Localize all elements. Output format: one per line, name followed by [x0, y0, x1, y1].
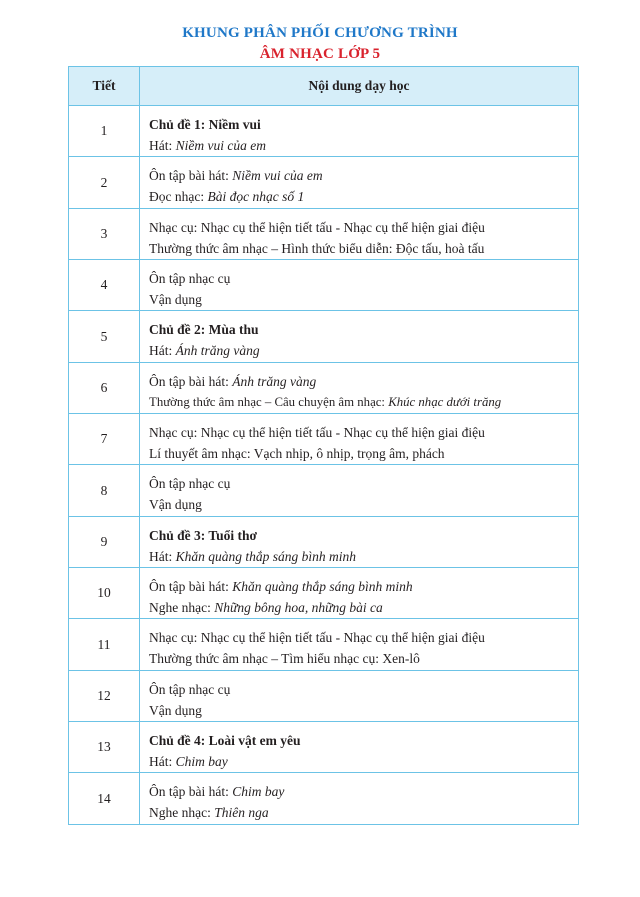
content-line: Đọc nhạc: Bài đọc nhạc số 1 — [149, 189, 305, 205]
content-line: Nhạc cụ: Nhạc cụ thể hiện tiết tấu - Nhạc cụ thể hiện giai điệu — [149, 425, 485, 441]
content-line: Hát: Ánh trăng vàng — [149, 343, 260, 359]
song-title: Khăn quàng thắp sáng bình minh — [232, 579, 413, 595]
content-line: Ôn tập nhạc cụ — [149, 476, 231, 492]
lesson-number: 6 — [69, 362, 140, 413]
lesson-content — [140, 106, 579, 157]
content-line: Nhạc cụ: Nhạc cụ thể hiện tiết tấu - Nhạc cụ thể hiện giai điệu — [149, 219, 485, 235]
content-line: Thường thức âm nhạc – Câu chuyện âm nhạc: Khúc nhạc dưới trăng — [149, 394, 502, 409]
lesson-content — [140, 516, 579, 567]
content-line: Thường thức âm nhạc – Tìm hiểu nhạc cụ: Xen-lô — [149, 651, 420, 667]
table-row — [69, 106, 579, 157]
song-title: Ánh trăng vàng — [175, 343, 260, 359]
lesson-number: 5 — [69, 311, 140, 362]
lesson-content — [140, 465, 579, 516]
song-title: Niềm vui của em — [232, 168, 323, 184]
lesson-content — [140, 568, 579, 619]
story-title: Khúc nhạc dưới trăng — [388, 394, 502, 409]
content-line: Hát: Niềm vui của em — [149, 138, 266, 153]
lesson-number: 4 — [69, 260, 140, 311]
content-line: Nhạc cụ: Nhạc cụ thể hiện tiết tấu - Nhạc cụ thể hiện giai điệu — [149, 630, 485, 646]
content-line: Nghe nhạc: Những bông hoa, những bài ca — [149, 600, 383, 616]
lesson-content — [140, 722, 579, 773]
song-title: Niềm vui của em — [175, 138, 266, 153]
table-row — [69, 773, 579, 824]
topic-title: Chủ đề 2: Mùa thu — [149, 322, 259, 338]
table-row — [69, 157, 579, 208]
topic-title: Chủ đề 3: Tuổi thơ — [149, 527, 258, 543]
table-row — [69, 619, 579, 670]
lesson-content — [140, 773, 579, 824]
lesson-number: 7 — [69, 414, 140, 465]
content-line: Ôn tập bài hát: Chim bay — [149, 784, 285, 800]
lesson-number: 14 — [69, 773, 140, 824]
content-line: Ôn tập bài hát: Niềm vui của em — [149, 168, 323, 184]
lesson-content — [140, 208, 579, 259]
lesson-number: 10 — [69, 568, 140, 619]
content-line: Vận dụng — [149, 702, 202, 718]
table-row — [69, 670, 579, 721]
lesson-number: 3 — [69, 208, 140, 259]
content-line: Ôn tập bài hát: Khăn quàng thắp sáng bình minh — [149, 579, 413, 595]
lesson-content — [140, 157, 579, 208]
lesson-number: 11 — [69, 619, 140, 670]
table-row — [69, 516, 579, 567]
listening-title: Thiên nga — [214, 805, 269, 821]
topic-title: Chủ đề 1: Niềm vui — [149, 117, 261, 132]
table-row — [69, 362, 579, 413]
reading-title: Bài đọc nhạc số 1 — [207, 189, 305, 205]
table-header-row — [69, 67, 579, 106]
lesson-number: 13 — [69, 722, 140, 773]
song-title: Khăn quàng thắp sáng bình minh — [175, 548, 357, 564]
document-subtitle: ÂM NHẠC LỚP 5 — [259, 46, 381, 62]
lesson-number: 1 — [69, 106, 140, 157]
table-row — [69, 465, 579, 516]
lesson-content — [140, 362, 579, 413]
lesson-content — [140, 414, 579, 465]
document-title: KHUNG PHÂN PHỐI CHƯƠNG TRÌNH — [182, 25, 458, 41]
topic-title: Chủ đề 4: Loài vật em yêu — [149, 733, 301, 749]
table-row — [69, 208, 579, 259]
song-title: Ánh trăng vàng — [232, 373, 317, 389]
content-line: Vận dụng — [149, 292, 202, 308]
table-row — [69, 311, 579, 362]
table-row — [69, 722, 579, 773]
content-line: Nghe nhạc: Thiên nga — [149, 805, 269, 821]
table-row — [69, 260, 579, 311]
content-line: Hát: Chim bay — [149, 754, 228, 770]
lesson-number: 12 — [69, 670, 140, 721]
listening-title: Những bông hoa, những bài ca — [214, 600, 383, 616]
content-line: Ôn tập nhạc cụ — [149, 271, 231, 287]
table-row — [69, 568, 579, 619]
song-title: Chim bay — [232, 784, 285, 800]
curriculum-table — [68, 66, 579, 825]
lesson-content — [140, 311, 579, 362]
content-line: Vận dụng — [149, 497, 202, 513]
lesson-number: 8 — [69, 465, 140, 516]
lesson-number: 9 — [69, 516, 140, 567]
content-line: Ôn tập bài hát: Ánh trăng vàng — [149, 373, 317, 389]
header-noi-dung: Nội dung dạy học — [140, 67, 579, 106]
header-tiet: Tiết — [69, 67, 140, 106]
content-line: Hát: Khăn quàng thắp sáng bình minh — [149, 548, 357, 564]
content-line: Thường thức âm nhạc – Hình thức biểu diễn: Độc tấu, hoà tấu — [149, 240, 485, 256]
lesson-content — [140, 619, 579, 670]
table-row — [69, 414, 579, 465]
content-line: Ôn tập nhạc cụ — [149, 681, 231, 697]
lesson-number: 2 — [69, 157, 140, 208]
lesson-content — [140, 670, 579, 721]
song-title: Chim bay — [175, 754, 228, 770]
content-line: Lí thuyết âm nhạc: Vạch nhịp, ô nhịp, trọng âm, phách — [149, 446, 445, 462]
lesson-content — [140, 260, 579, 311]
